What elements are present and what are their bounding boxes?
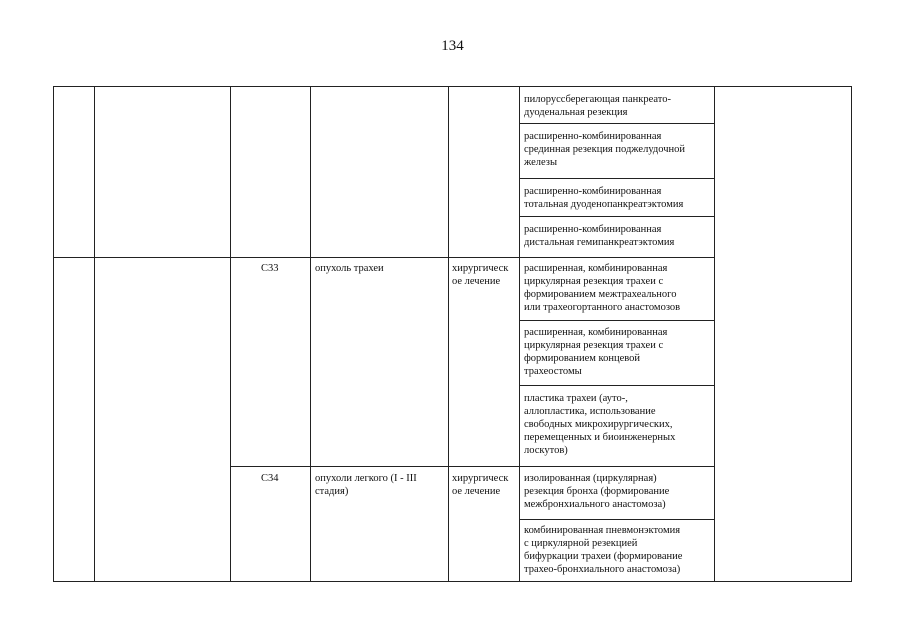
column-divider <box>714 87 715 581</box>
medical-care-table <box>53 86 852 582</box>
column-divider <box>94 87 95 581</box>
page-number: 134 <box>441 38 464 54</box>
method-cell: пилоруссберегающая панкреато- дуоденальная резекция <box>524 94 671 118</box>
row-divider <box>230 466 714 467</box>
column-divider <box>448 87 449 581</box>
treatment-type-cell: хирургическ ое лечение <box>452 263 509 287</box>
condition-cell: опухоли легкого (I - III стадия) <box>315 473 417 497</box>
method-divider <box>519 385 714 386</box>
icd-code-cell: C34 <box>261 473 279 484</box>
column-divider <box>230 87 231 581</box>
method-cell: расширенная, комбинированная циркулярная резекция трахеи с формированием межтрахеального или трахеогортанного анастомозов <box>524 263 681 313</box>
condition-cell: опухоль трахеи <box>315 263 384 274</box>
column-divider <box>310 87 311 581</box>
method-cell: расширенно-комбинированная тотальная дуоденопанкреатэктомия <box>524 186 684 210</box>
method-cell: пластика трахеи (ауто-, аллопластика, использование свободных микрохирургических, перемещенных и биоинженерных лоскутов) <box>524 393 676 456</box>
treatment-type-cell: хирургическ ое лечение <box>452 473 509 497</box>
method-cell: комбинированная пневмонэктомия с циркулярной резекцией бифуркации трахеи (формирование трахео-бронхиального анастомоза) <box>524 525 683 575</box>
icd-code-cell: C33 <box>261 263 279 274</box>
method-divider <box>519 519 714 520</box>
method-divider <box>519 123 714 124</box>
method-cell: расширенная, комбинированная циркулярная резекция трахеи с формированием концевой трахеостомы <box>524 327 668 377</box>
method-divider <box>519 216 714 217</box>
column-divider <box>519 87 520 581</box>
method-divider <box>519 178 714 179</box>
method-divider <box>519 320 714 321</box>
row-divider <box>54 257 714 258</box>
method-cell: изолированная (циркулярная) резекция бронха (формирование межбронхиального анастомоза) <box>524 473 670 510</box>
method-cell: расширенно-комбинированная дистальная гемипанкреатэктомия <box>524 224 675 248</box>
method-cell: расширенно-комбинированная срединная резекция поджелудочной железы <box>524 131 685 168</box>
